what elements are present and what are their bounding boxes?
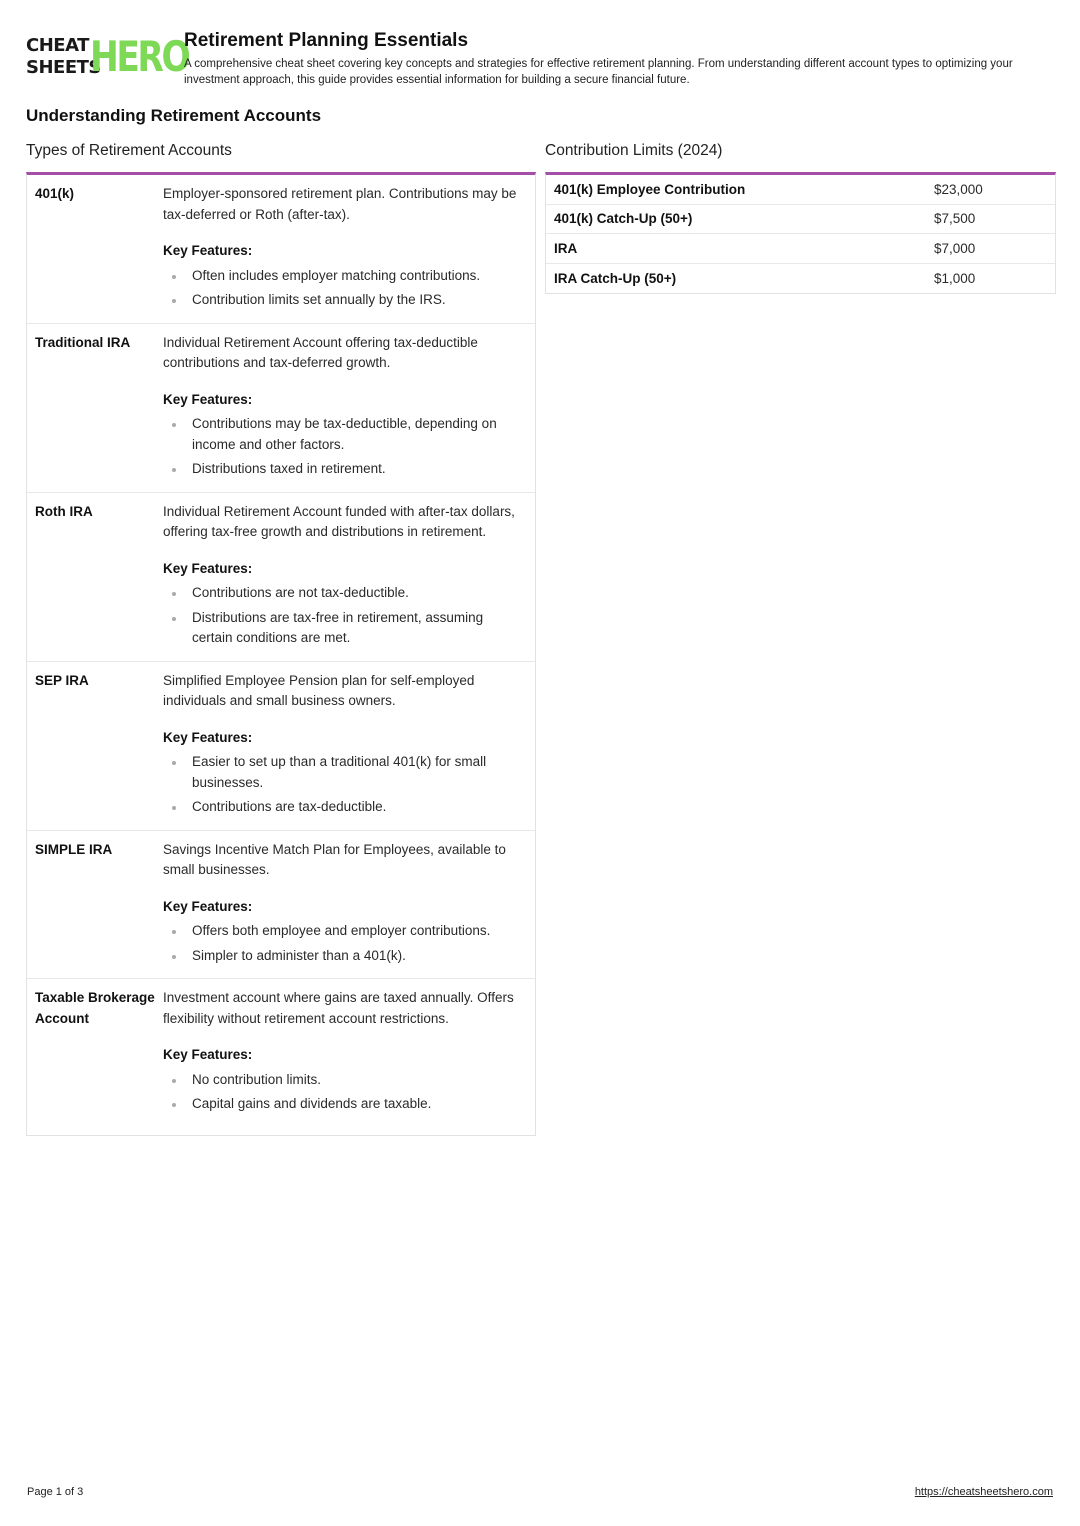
account-name: Roth IRA: [35, 503, 93, 519]
key-feature-item: No contribution limits.: [163, 1070, 527, 1091]
account-description: Savings Incentive Match Plan for Employees, available to small businesses.: [163, 841, 506, 877]
key-feature-item: Contributions may be tax-deductible, depending on income and other factors.: [163, 414, 527, 455]
limits-row: [546, 175, 1055, 205]
limits-heading: Contribution Limits (2024): [545, 142, 723, 159]
key-feature-item: Contributions are not tax-deductible.: [163, 583, 527, 604]
account-body: [163, 840, 527, 967]
footer-link[interactable]: https://cheatsheetshero.com: [914, 1486, 1053, 1498]
account-description: Simplified Employee Pension plan for self-employed individuals and small business owners.: [163, 672, 475, 708]
key-feature-item: Capital gains and dividends are taxable.: [163, 1094, 527, 1115]
account-body: [163, 184, 527, 311]
account-description: Individual Retirement Account funded with after-tax dollars, offering tax-free growth and distributions in retirement.: [163, 503, 515, 539]
key-feature-item: Distributions are tax-free in retirement, assuming certain conditions are met.: [163, 608, 527, 649]
key-features-label: Key Features:: [163, 243, 253, 258]
key-features-label: Key Features:: [163, 729, 253, 745]
limits-row: [546, 205, 1055, 235]
account-description: Individual Retirement Account offering tax-deductible contributions and tax-deferred growth.: [163, 334, 478, 370]
account-description: Investment account where gains are taxed annually. Offers flexibility without retirement account restrictions.: [163, 990, 514, 1026]
cheatsheetshero-logo[interactable]: [26, 32, 189, 81]
limit-value: $23,000: [934, 181, 983, 197]
key-feature-item: Offers both employee and employer contributions.: [163, 921, 527, 942]
key-feature-item: Simpler to administer than a 401(k).: [163, 946, 527, 967]
key-features-list: [163, 752, 527, 818]
key-features-list: [163, 414, 527, 480]
account-row-taxable-brokerage: [27, 979, 535, 1135]
limit-label: IRA: [554, 240, 578, 256]
key-features-label: Key Features:: [163, 391, 253, 407]
accounts-heading: Types of Retirement Accounts: [26, 142, 232, 159]
key-features-list: [163, 1070, 527, 1115]
limit-label: 401(k) Catch-Up (50+): [554, 211, 693, 227]
account-name: Taxable Brokerage Account: [35, 990, 155, 1026]
account-body: [163, 502, 527, 649]
page-header: [26, 30, 1056, 90]
account-name: 401(k): [35, 186, 75, 201]
accounts-table: [26, 172, 536, 1136]
key-feature-item: Easier to set up than a traditional 401(k) for small businesses.: [163, 752, 527, 793]
limit-value: $7,500: [934, 211, 976, 227]
account-row-401k: [27, 175, 535, 324]
page-title: Retirement Planning Essentials: [184, 30, 469, 51]
limit-label: IRA Catch-Up (50+): [554, 270, 677, 286]
account-row-simple-ira: [27, 831, 535, 980]
page-description: A comprehensive cheat sheet covering key concepts and strategies for effective retirement planning. From understanding different account types to optimizing your investment approach, this guide provides essential information for building a secure financial future.: [184, 58, 1013, 86]
key-feature-item: Distributions taxed in retirement.: [163, 459, 527, 480]
logo-sheets-text: SHEETS: [26, 57, 101, 78]
key-features-list: [163, 921, 527, 966]
account-name: SIMPLE IRA: [35, 841, 113, 857]
key-features-list: [163, 266, 527, 311]
key-feature-item: Contribution limits set annually by the IRS.: [163, 290, 527, 311]
account-name: SEP IRA: [35, 672, 89, 688]
key-features-label: Key Features:: [163, 1047, 253, 1062]
account-row-roth-ira: [27, 493, 535, 662]
account-body: [163, 333, 527, 480]
limits-column: [545, 140, 1056, 294]
account-body: [163, 988, 527, 1115]
logo-cheat-text: CHEAT: [26, 35, 89, 56]
account-name: Traditional IRA: [35, 334, 131, 350]
account-row-traditional-ira: [27, 324, 535, 493]
section-title: Understanding Retirement Accounts: [26, 106, 322, 125]
key-feature-item: Contributions are tax-deductible.: [163, 797, 527, 818]
logo-hero-text: HERO: [90, 32, 189, 81]
limits-row: [546, 234, 1055, 264]
account-description: Employer-sponsored retirement plan. Contributions may be tax-deferred or Roth (after-tax).: [163, 186, 517, 222]
accounts-column: [26, 140, 536, 1136]
page-number: Page 1 of 3: [27, 1486, 84, 1498]
key-features-label: Key Features:: [163, 560, 253, 576]
limit-value: $7,000: [934, 240, 976, 256]
limits-row: [546, 264, 1055, 294]
account-body: [163, 671, 527, 818]
account-row-sep-ira: [27, 662, 535, 831]
key-features-label: Key Features:: [163, 898, 253, 914]
limits-table: [545, 172, 1056, 294]
limit-label: 401(k) Employee Contribution: [554, 181, 746, 197]
limit-value: $1,000: [934, 270, 976, 286]
key-features-list: [163, 583, 527, 649]
key-feature-item: Often includes employer matching contributions.: [163, 266, 527, 287]
title-block: [184, 30, 1054, 88]
